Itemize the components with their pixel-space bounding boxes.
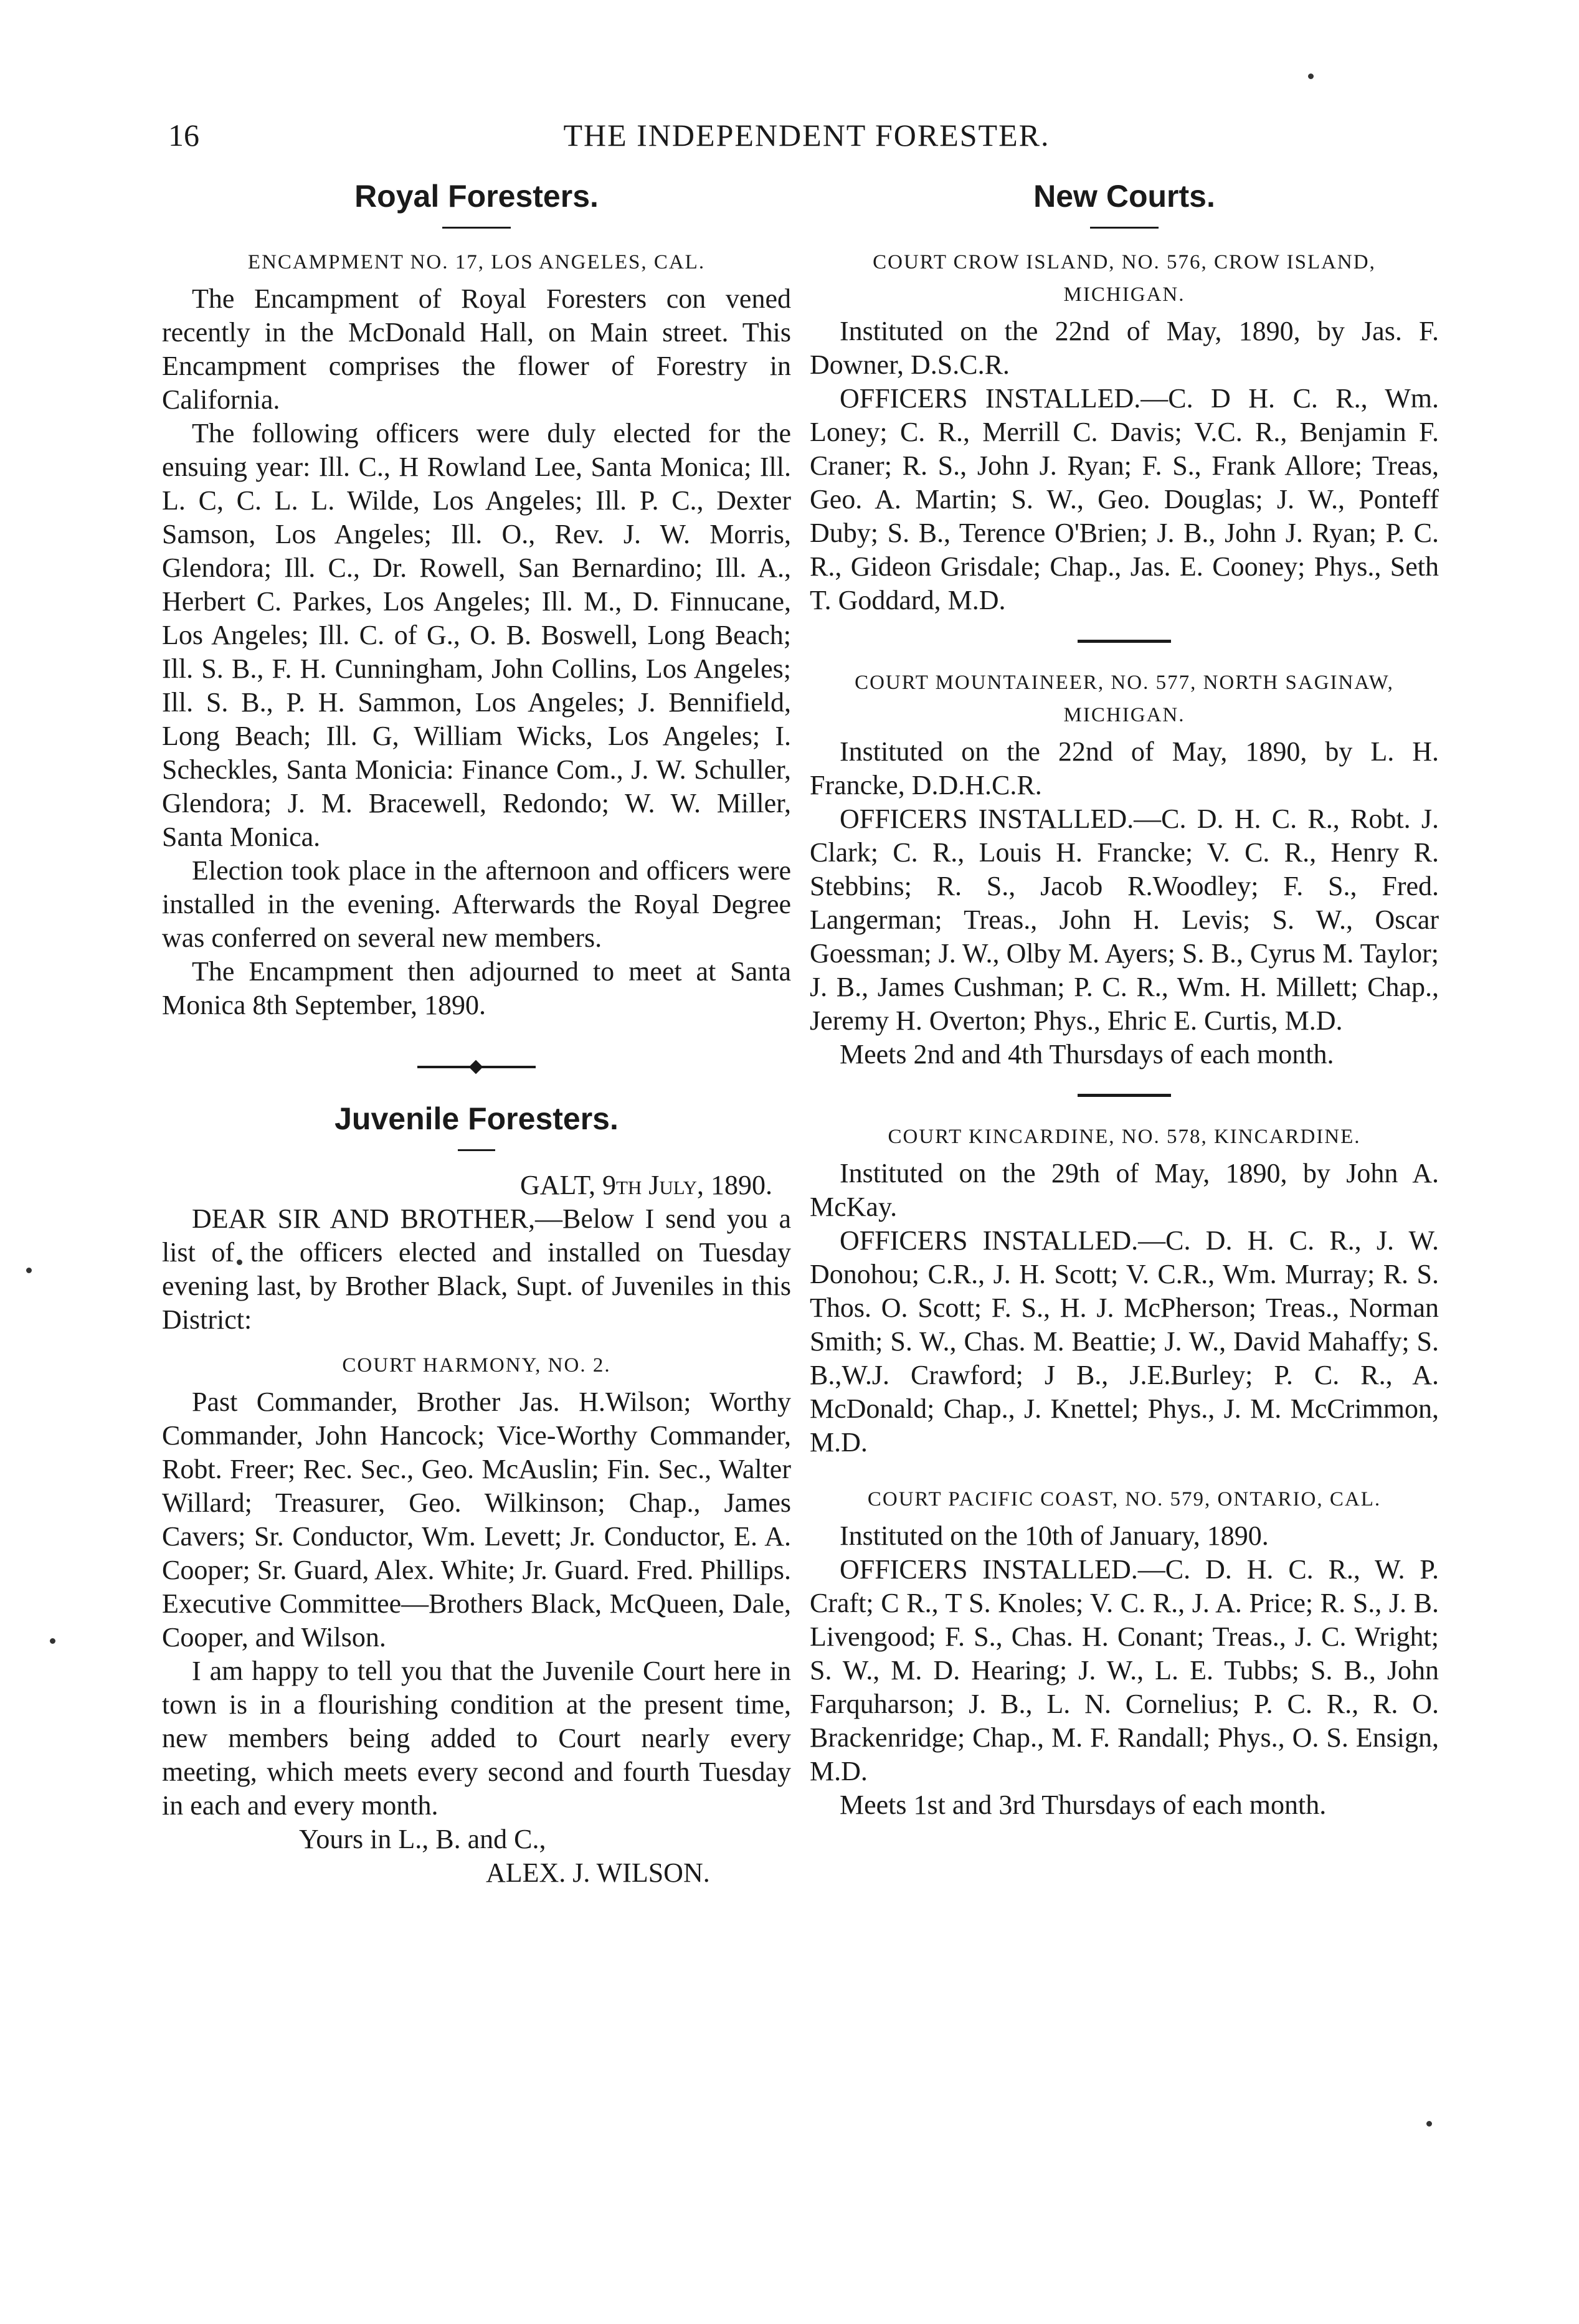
title-rule	[458, 1149, 495, 1151]
letter-signature: ALEX. J. WILSON.	[486, 1857, 710, 1888]
instituted-text: Instituted on the 22nd of May, 1890, by L. H. Francke, D.D.H.C.R.	[810, 736, 1439, 800]
officers-paragraph	[810, 1224, 1439, 1459]
officers-paragraph	[810, 1553, 1439, 1788]
title-rule	[1090, 227, 1159, 229]
court-entry	[810, 666, 1439, 1071]
dateline: GALT, 9th July, 1890.	[519, 1170, 772, 1200]
instituted-text: Instituted on the 22nd of May, 1890, by Jas. F. Downer, D.S.C.R.	[810, 316, 1439, 380]
spacer	[810, 1459, 1439, 1483]
officers-label: OFFICERS INSTALLED.	[840, 804, 1134, 834]
officers-paragraph	[810, 382, 1439, 617]
paragraph: The following officers were duly elected for the ensuing year: Ill. C., H Rowland Lee, Santa Monica; Ill. L. C, C. L. L. Wilde, Los Angeles; Ill. P. C., Dexter Samson, Los Angeles; Ill. O., Rev. J. W. Morris, Glendora; Ill. C., Dr. Rowell, San Bernardino; Ill. A., Herbert C. Parkes, Los Angeles; Ill. M., D. Finnucane, Los Angeles; Ill. C. of G., O. B. Boswell, Long Beach; Ill. S. B., F. H. Cunningham, John Collins, Los Angeles; Ill. S. B., P. H. Sammon, Los Angeles; J. Bennifield, Long Beach; Ill. G, William Wicks, Los Angeles; I. Scheckles, Santa Monicia: Finance Com., J. W. Schuller, Glendora; J. M. Bracewell, Redondo; W. W. Miller, Santa Monica.	[162, 418, 791, 852]
journal-title: THE INDEPENDENT FORESTER.	[563, 118, 1050, 153]
title-rule	[442, 227, 511, 229]
officers-list: —C. D. H. C. R., J. W. Donohou; C.R., J. H. Scott; V. C.R., Wm. Murray; R. S. Thos. O. Scott; F. S., H. J. McPherson; Treas., Norman Smith; S. W., Chas. M. Beattie; J. W., David Mahaffy; S. B.,W.J. Crawford; J B., J.E.Burley; P. C. R., A. McDonald; Chap., J. Knettel; Phys., J. M. McCrimmon, M.D.	[810, 1225, 1439, 1458]
officers-list: —C. D. H. C. R., W. P. Craft; C R., T S. Knoles; V. C. R., J. A. Price; R. S., J. B. Livengood; F. S., Chas. H. Conant; Treas., J. C. Wright; S. W., M. D. Hearing; J. W., L. E. Tubbs; S. B., John Farquharson; J. B., L. N. Cornelius; P. C. R., R. O. Brackenridge; Chap., M. F. Randall; Phys., O. S. Ensign, M.D.	[810, 1554, 1439, 1786]
instituted-text: Instituted on the 10th of January, 1890.	[840, 1520, 1269, 1551]
paragraph: The Encampment of Royal Foresters con vened recently in the McDonald Hall, on Main street. This Encampment comprises the flower of Forestry in California.	[162, 283, 791, 415]
letter-opening	[162, 1202, 791, 1337]
court-subheading: COURT HARMONY, NO. 2.	[342, 1354, 611, 1377]
scan-speck	[26, 1268, 32, 1273]
court-divider	[1078, 1094, 1171, 1097]
letter-body: —Below I send you a list of the officers elected and installed on Tuesday evening last, by Brother Black, Supt. of Juveniles in this District:	[162, 1203, 791, 1335]
instituted-text: Instituted on the 29th of May, 1890, by John A. McKay.	[810, 1158, 1439, 1222]
page-number: 16	[168, 118, 199, 153]
court-subheading: COURT MOUNTAINEER, NO. 577, NORTH SAGINAW, MICHIGAN.	[855, 671, 1394, 726]
section-title: Royal Foresters.	[354, 179, 599, 214]
paragraph: I am happy to tell you that the Juvenile Court here in town is in a flourishing condition at the present time, new members being added to Court nearly every meeting, which meets every second and fourth Tuesday in each and every month.	[162, 1656, 791, 1821]
paragraph: Past Commander, Brother Jas. H.Wilson; Worthy Commander, John Hancock; Vice-Worthy Commander, Robt. Freer; Rec. Sec., Geo. McAuslin; Fin. Sec., Walter Willard; Treasurer, Geo. Wilkinson; Chap., James Cavers; Sr. Conductor, Wm. Levett; Jr. Conductor, E. A. Cooper; Sr. Guard, Alex. White; Jr. Guard. Fred. Phillips. Executive Committee—Brothers Black, McQueen, Dale, Cooper, and Wilson.	[162, 1387, 791, 1653]
paragraph: Election took place in the afternoon and officers were installed in the evening. Afterwards the Royal Degree was conferred on several new members.	[162, 855, 791, 953]
officers-label: OFFICERS INSTALLED.	[840, 383, 1141, 414]
scan-speck	[1426, 2121, 1432, 2127]
scan-speck	[1308, 74, 1314, 79]
section-title: Juvenile Foresters.	[334, 1101, 619, 1136]
right-column	[810, 173, 1439, 1822]
court-subheading: COURT KINCARDINE, NO. 578, KINCARDINE.	[888, 1126, 1361, 1148]
section-title: New Courts.	[1033, 179, 1215, 214]
running-header	[168, 117, 1445, 173]
scan-speck	[50, 1638, 55, 1644]
letter-closing: Yours in L., B. and C.,	[299, 1824, 546, 1854]
court-entry	[810, 1121, 1439, 1459]
juvenile-foresters-article	[162, 1096, 791, 1890]
royal-foresters-article	[162, 173, 791, 1022]
paragraph: The Encampment then adjourned to meet at Santa Monica 8th September, 1890.	[162, 956, 791, 1020]
meeting-note: Meets 2nd and 4th Thursdays of each month.	[840, 1039, 1334, 1070]
officers-list: —C. D H. C. R., Wm. Loney; C. R., Merrill C. Davis; V.C. R., Benjamin F. Craner; R. S., John J. Ryan; F. S., Frank Allore; Treas, Geo. A. Martin; S. W., Geo. Douglas; J. W., Ponteff Duby; S. B., Terence O'Brien; J. B., John J. Ryan; P. C. R., Gideon Grisdale; Chap., Jas. E. Cooney; Phys., Seth T. Goddard, M.D.	[810, 383, 1439, 615]
meeting-note: Meets 1st and 3rd Thursdays of each month.	[840, 1790, 1327, 1820]
officers-list: —C. D. H. C. R., Robt. J. Clark; C. R., Louis H. Francke; V. C. R., Henry R. Stebbins; R. S., Jacob R.Woodley; F. S., Fred. Langerman; Treas., John H. Levis; S. W., Oscar Goessman; J. W., Olby M. Ayers; S. B., Cyrus M. Taylor; J. B., James Cushman; P. C. R., Wm. H. Millett; Chap., Jeremy H. Overton; Phys., Ehric E. Curtis, M.D.	[810, 804, 1439, 1036]
court-entry	[810, 1483, 1439, 1822]
left-column	[162, 173, 791, 1890]
salutation: DEAR SIR AND BROTHER,	[192, 1203, 535, 1234]
officers-paragraph	[810, 802, 1439, 1038]
court-subheading: COURT PACIFIC COAST, NO. 579, ONTARIO, CAL.	[867, 1488, 1382, 1511]
court-subheading: COURT CROW ISLAND, NO. 576, CROW ISLAND, MICHIGAN.	[873, 251, 1376, 306]
court-divider	[1078, 640, 1171, 643]
officers-label: OFFICERS INSTALLED.	[840, 1225, 1139, 1256]
section-ornament	[417, 1058, 536, 1076]
court-entry	[810, 246, 1439, 617]
officers-label: OFFICERS INSTALLED.	[840, 1554, 1138, 1585]
article-subheading: ENCAMPMENT NO. 17, LOS ANGELES, CAL.	[247, 251, 706, 273]
